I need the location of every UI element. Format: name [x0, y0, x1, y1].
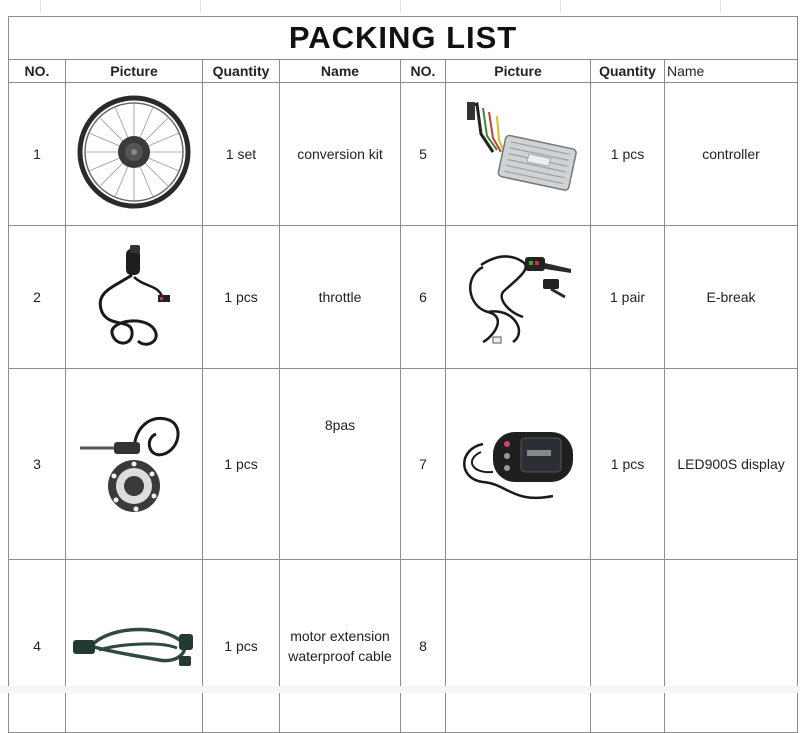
item-quantity: 1 pcs	[203, 226, 280, 369]
item-number: 3	[9, 369, 66, 560]
header-picture: Picture	[66, 60, 203, 83]
controller-box-icon	[446, 83, 591, 226]
item-name: E-break	[665, 226, 798, 369]
item-name-line-2: waterproof cable	[288, 648, 392, 664]
header-row	[9, 60, 798, 83]
item-name: LED900S display	[665, 369, 798, 560]
item-quantity	[591, 560, 665, 733]
packing-list-table	[8, 16, 798, 733]
packing-list-sheet	[8, 16, 797, 684]
empty-picture-cell	[446, 560, 591, 733]
item-name: 8pas	[280, 369, 401, 560]
item-number: 7	[401, 369, 446, 560]
wheel-motor-icon	[66, 83, 203, 226]
header-no: NO.	[9, 60, 66, 83]
header-no-right: NO.	[401, 60, 446, 83]
item-name	[665, 560, 798, 733]
item-quantity: 1 pair	[591, 226, 665, 369]
top-gridline-strip	[0, 0, 800, 16]
item-name	[280, 560, 401, 733]
header-name: Name	[280, 60, 401, 83]
bottom-gridline-strip	[0, 686, 800, 693]
item-name-line-1: motor extension	[290, 628, 390, 644]
header-quantity-right: Quantity	[591, 60, 665, 83]
extension-cable-icon	[66, 560, 203, 733]
item-number: 1	[9, 83, 66, 226]
table-row	[9, 369, 798, 560]
table-row	[9, 226, 798, 369]
pas-sensor-icon	[66, 369, 203, 560]
item-quantity: 1 pcs	[591, 83, 665, 226]
item-number: 2	[9, 226, 66, 369]
table-row	[9, 560, 798, 733]
header-quantity: Quantity	[203, 60, 280, 83]
item-number: 5	[401, 83, 446, 226]
item-name: conversion kit	[280, 83, 401, 226]
item-quantity: 1 pcs	[203, 369, 280, 560]
header-name-right: Name	[665, 60, 798, 83]
header-picture-right: Picture	[446, 60, 591, 83]
item-name: controller	[665, 83, 798, 226]
page-title: PACKING LIST	[9, 17, 798, 60]
led-display-icon	[446, 369, 591, 560]
item-quantity: 1 pcs	[203, 560, 280, 733]
brake-lever-cable-icon	[446, 226, 591, 369]
item-name: throttle	[280, 226, 401, 369]
item-number: 4	[9, 560, 66, 733]
item-number: 8	[401, 560, 446, 733]
item-quantity: 1 pcs	[591, 369, 665, 560]
throttle-cable-icon	[66, 226, 203, 369]
table-row	[9, 83, 798, 226]
item-quantity: 1 set	[203, 83, 280, 226]
item-number: 6	[401, 226, 446, 369]
